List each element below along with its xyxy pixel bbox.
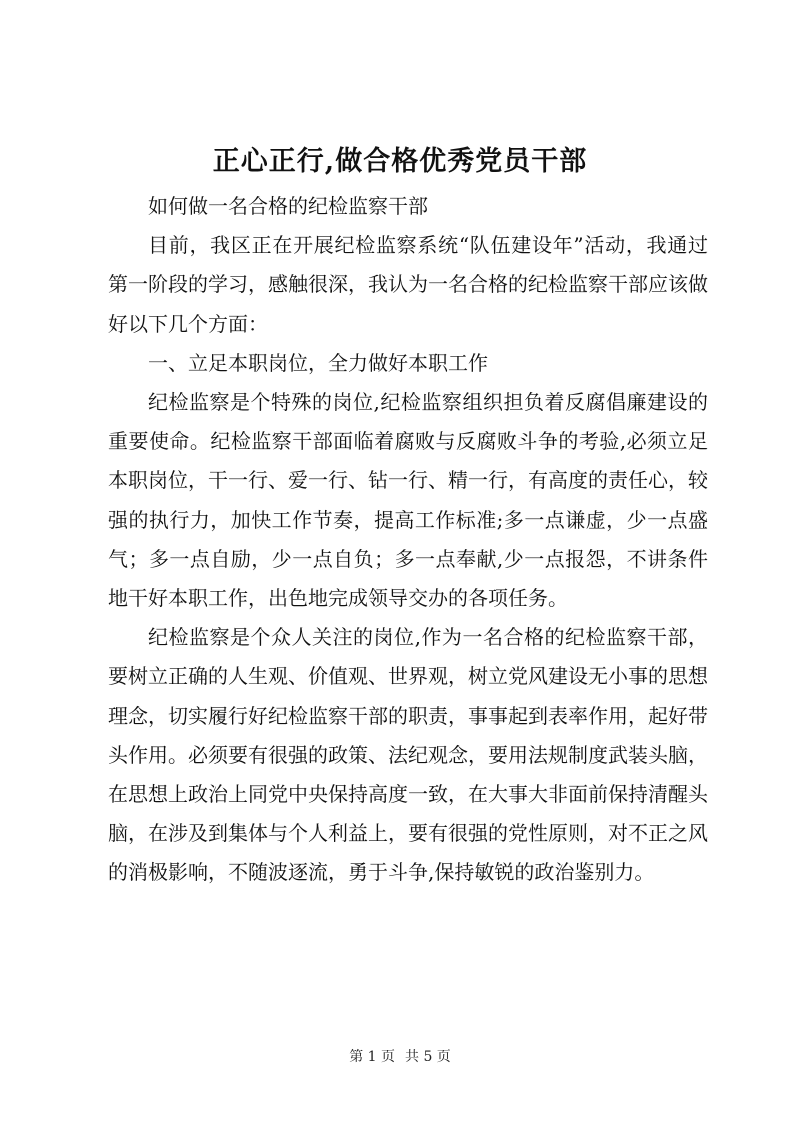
body-paragraph: 纪检监察是个众人关注的岗位,作为一名合格的纪检监察干部，要树立正确的人生观、价值观、世界观，树立党风建设无小事的思想理念，切实履行好纪检监察干部的职责，事事起到表率作用，起好带头作用。必须要有很强的政策、法纪观念，要用法规制度武装头脑，在思想上政治上同党中央保持高度一致，在大事大非面前保持清醒头脑，在涉及到集体与个人利益上，要有很强的党性原则，对不正之风的消极影响，不随波逐流，勇于斗争,保持敏锐的政治鉴别力。: [108, 625, 708, 885]
document-body: [108, 187, 708, 893]
body-paragraph: 纪检监察是个特殊的岗位,纪检监察组织担负着反腐倡廉建设的重要使命。纪检监察干部面临着腐败与反腐败斗争的考验,必须立足本职岗位，干一行、爱一行、钻一行、精一行，有高度的责任心，较强的执行力，加快工作节奏，提高工作标准;多一点谦虚，少一点盛气；多一点自励，少一点自负；多一点奉献,少一点报怨，不讲条件地干好本职工作，出色地完成领导交办的各项任务。: [108, 390, 708, 611]
page-number: 第 1 页: [349, 1049, 395, 1065]
subtitle-paragraph: 如何做一名合格的纪检监察干部: [148, 194, 428, 218]
intro-paragraph: 目前，我区正在开展纪检监察系统“队伍建设年”活动，我通过第一阶段的学习，感触很深，我认为一名合格的纪检监察干部应该做好以下几个方面：: [108, 233, 708, 336]
section-heading: 一、立足本职岗位，全力做好本职工作: [148, 350, 488, 375]
document-title: 正心正行,做合格优秀党员干部: [212, 146, 588, 177]
page-total: 共 5 页: [405, 1049, 451, 1065]
page-footer: [0, 1047, 800, 1067]
